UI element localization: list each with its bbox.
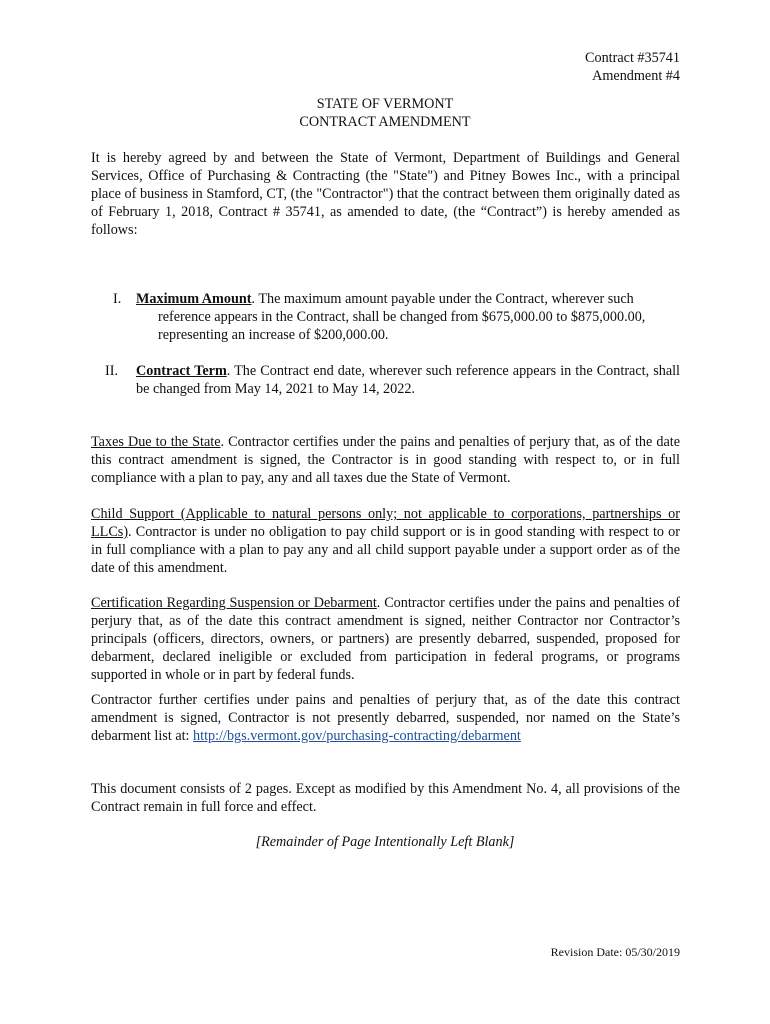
debarment-list-link[interactable]: http://bgs.vermont.gov/purchasing-contracting/debarment — [193, 728, 521, 744]
item-2-body: . The Contract end date, wherever such reference appears in the Contract, shall be changed from May 14, 2021 to May 14, 2022. — [136, 363, 680, 397]
item-numeral: II. — [105, 363, 118, 379]
taxes-heading: Taxes Due to the State — [91, 434, 221, 450]
item-heading: Contract Term — [136, 363, 227, 379]
child-support-heading: Child Support (Applicable to natural persons only; not applicable to corporations, partnerships or LLCs) — [91, 506, 680, 540]
item-numeral: I. — [113, 291, 122, 307]
closing-paragraph: This document consists of 2 pages. Except as modified by this Amendment No. 4, all provisions of the Contract remain in full force and effect. — [91, 781, 680, 815]
item-1-line-2: reference appears in the Contract, shall be changed from $675,000.00 to $875,000.00, — [158, 309, 646, 325]
child-support-body: . Contractor is under no obligation to pay child support or is in good standing with respect to or in full compliance with a plan to pay any and all child support payable under a support order as of the date of this amendment. — [91, 524, 680, 576]
amendment-item-2 — [91, 362, 680, 398]
further-certification-paragraph — [91, 691, 680, 745]
item-1-text-1: . The maximum amount payable under the Contract, wherever such — [251, 291, 634, 307]
debarment-paragraph — [91, 594, 680, 684]
taxes-body: . Contractor certifies under the pains and penalties of perjury that, as of the date this contract amendment is signed, the Contractor is in good standing with respect to, or in full compliance with a plan to pay, any and all taxes due the State of Vermont. — [91, 434, 680, 486]
item-heading: Maximum Amount — [136, 291, 252, 307]
item-2-text — [91, 362, 680, 398]
item-1-line-3: representing an increase of $200,000.00. — [158, 327, 389, 343]
debarment-heading: Certification Regarding Suspension or Debarment — [91, 595, 377, 611]
revision-date: Revision Date: 05/30/2019 — [550, 945, 680, 959]
amendment-number: Amendment #4 — [592, 68, 680, 84]
intro-paragraph: It is hereby agreed by and between the State of Vermont, Department of Buildings and General Services, Office of Purchasing & Contracting (the "State") and Pitney Bowes Inc., with a principal place of business in Stamford, CT, (the "Contractor") that the contract between them originally dated as of February 1, 2018, Contract # 35741, as amended to date, (the “Contract”) is hereby amended as follows: — [91, 150, 680, 238]
further-certification-body: Contractor further certifies under pains and penalties of perjury that, as of the date this contract amendment is signed, Contractor is not presently debarred, suspended, nor named on the State’s debarment list at: — [91, 692, 680, 744]
contract-header — [585, 49, 680, 85]
title-line-2: CONTRACT AMENDMENT — [299, 114, 471, 130]
child-support-paragraph — [91, 505, 680, 577]
item-1-line-1 — [91, 290, 680, 308]
remainder-note: [Remainder of Page Intentionally Left Blank] — [255, 834, 515, 850]
amendment-item-1 — [91, 290, 680, 344]
contract-number: Contract #35741 — [585, 50, 680, 66]
taxes-paragraph — [91, 433, 680, 487]
document-title — [0, 95, 770, 131]
debarment-body: . Contractor certifies under the pains and penalties of perjury that, as of the date this contract amendment is signed, neither Contractor nor Contractor’s principals (officers, directors, owners, or partners) are presently debarred, suspended, proposed for debarment, declared ineligible or excluded from participation in federal programs, or programs supported in whole or in part by federal funds. — [91, 595, 680, 683]
title-line-1: STATE OF VERMONT — [316, 96, 454, 112]
